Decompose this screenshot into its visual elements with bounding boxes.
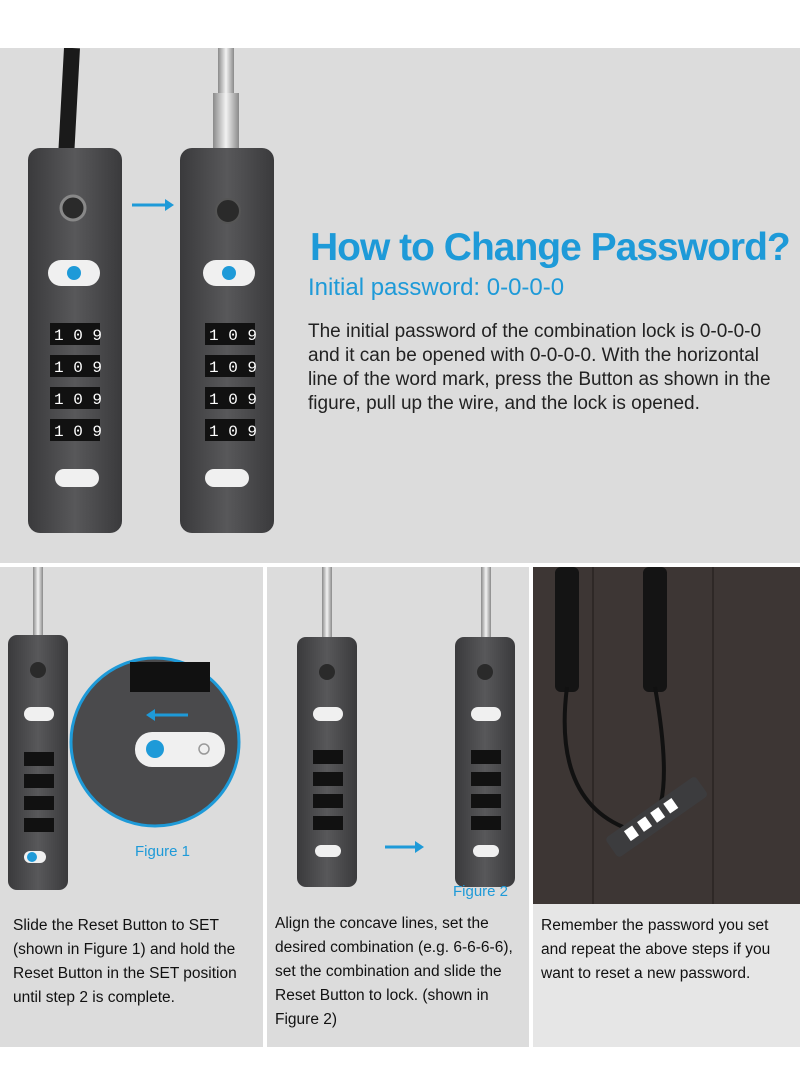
svg-text:1 0 9: 1 0 9 (54, 327, 103, 345)
figure-1-illustration (0, 567, 263, 897)
description-text: The initial password of the combination lock is 0-0-0-0 and it can be opened with 0-0-0-0. With the horizontal line of the word mark, press the Button as shown in the figure, pull up the wire, and the lock is opened. (308, 321, 771, 414)
svg-text:1 0 9: 1 0 9 (209, 423, 258, 441)
arrow-right-icon (385, 841, 424, 853)
svg-text:1 0 9: 1 0 9 (209, 359, 258, 377)
svg-text:1 0 9: 1 0 9 (209, 391, 258, 409)
svg-text:1 0 9: 1 0 9 (54, 359, 103, 377)
figure-2-illustration (267, 567, 529, 897)
step-1-caption: Slide the Reset Button to SET (shown in Figure 1) and hold the Reset Button in the SET position until step 2 is complete. (13, 917, 237, 1006)
figure-2-label: Figure 2 (453, 883, 509, 900)
door-handle (643, 567, 667, 692)
step-panel-2 (267, 567, 529, 1047)
door-handle (555, 567, 579, 692)
svg-text:1 0 9: 1 0 9 (54, 423, 103, 441)
cable-hole (61, 196, 85, 220)
page-subtitle: Initial password: 0-0-0-0 (308, 274, 565, 301)
page-title: How to Change Password? (310, 226, 790, 269)
step-3-caption: Remember the password you set and repeat the above steps if you want to reset a new password. (541, 917, 771, 982)
lock-illustration-top (0, 48, 800, 563)
step-panel-3 (533, 567, 800, 1047)
step-2-caption: Align the concave lines, set the desired combination (e.g. 6-6-6-6), set the combination and slide the Reset Button to lock. (shown in Figure 2) (275, 915, 513, 1028)
figure-1-label: Figure 1 (135, 843, 191, 860)
instruction-header-panel (0, 48, 800, 563)
svg-text:1 0 9: 1 0 9 (209, 327, 258, 345)
step-panel-1 (0, 567, 263, 1047)
svg-text:1 0 9: 1 0 9 (54, 391, 103, 409)
door-photo (533, 567, 800, 904)
reset-button (55, 469, 99, 487)
arrow-right-icon (132, 199, 174, 211)
